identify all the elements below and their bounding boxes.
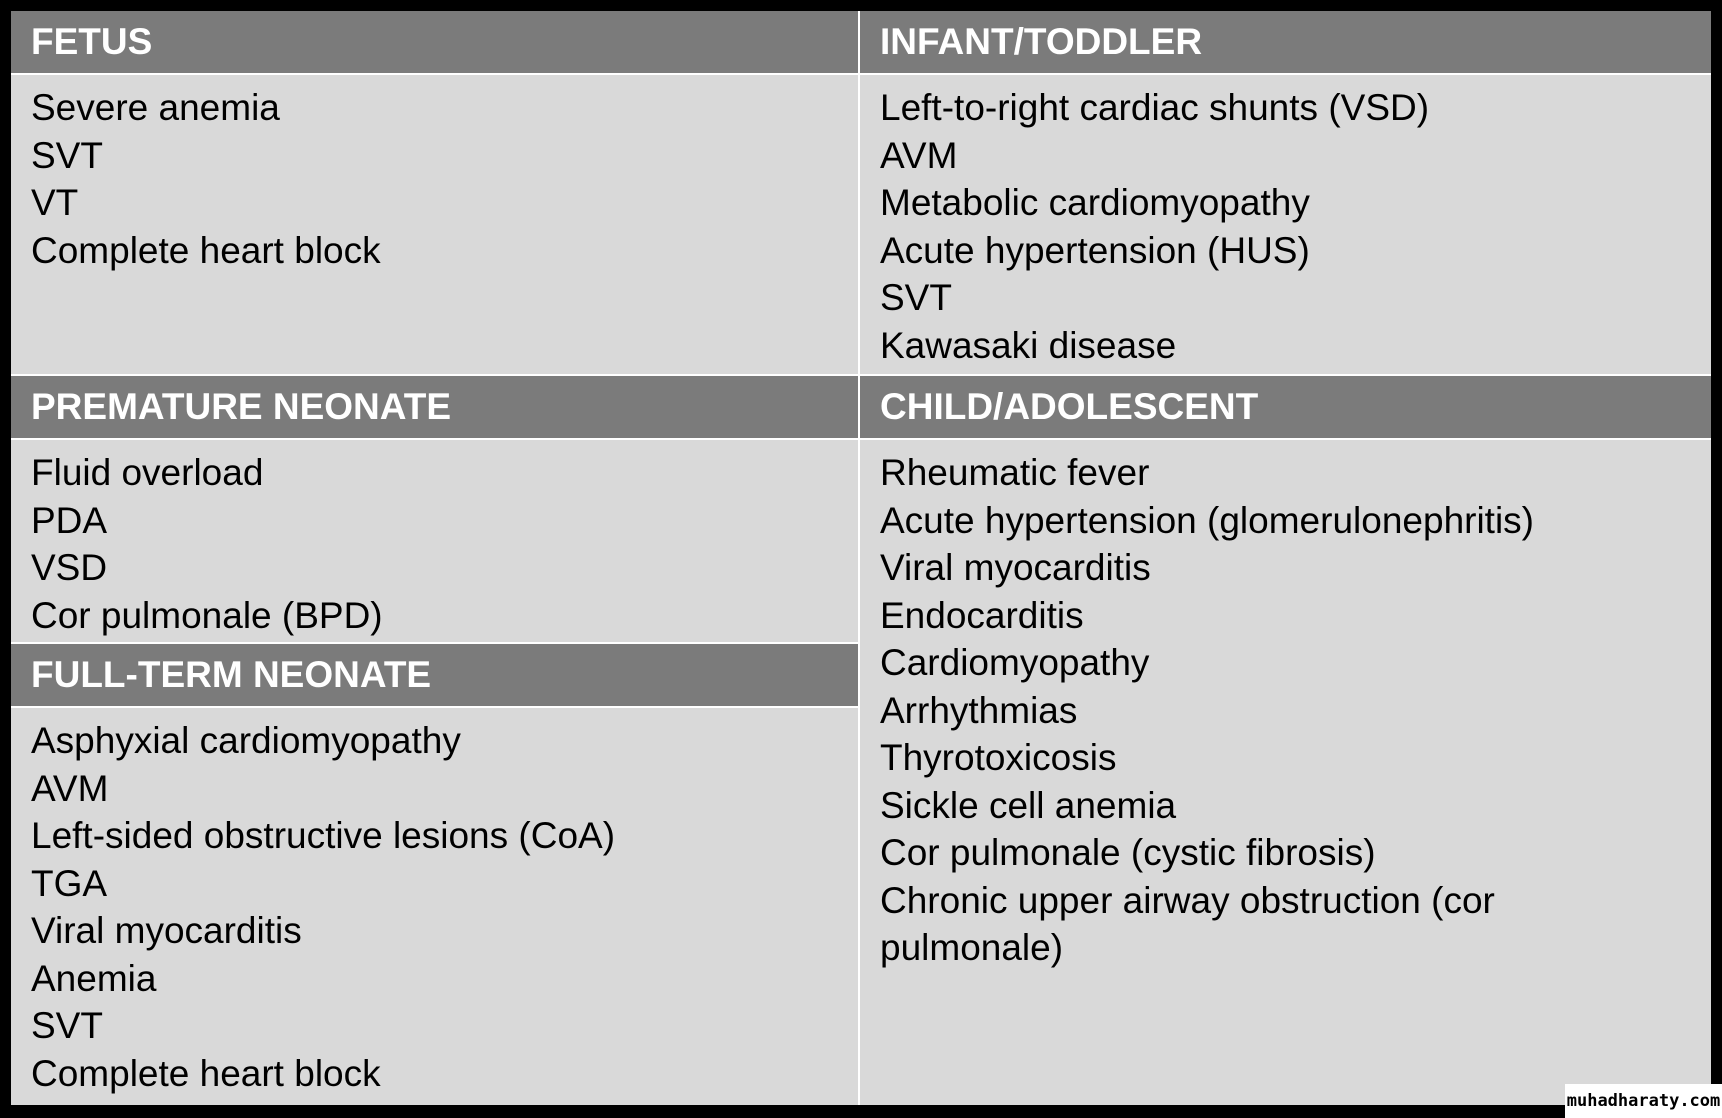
- infant-toddler-header: [858, 11, 1711, 75]
- list-item: Severe anemia: [31, 87, 280, 128]
- list-item: Thyrotoxicosis: [880, 737, 1117, 778]
- list-item: Cor pulmonale (cystic fibrosis): [880, 832, 1376, 873]
- list-item: Acute hypertension (glomerulonephritis): [880, 499, 1535, 541]
- list-item: Cor pulmonale (BPD): [31, 594, 383, 636]
- infant-toddler-list: [858, 75, 1711, 376]
- list-item: Acute hypertension (HUS): [880, 229, 1310, 271]
- list-item: Arrhythmias: [880, 689, 1078, 731]
- full-term-neonate-header-text: FULL-TERM NEONATE: [31, 654, 432, 695]
- list-item: Left-sided obstructive lesions (CoA): [31, 815, 616, 856]
- list-item: SVT: [31, 1005, 103, 1046]
- list-item: TGA: [31, 862, 108, 904]
- child-adolescent-header-text: CHILD/ADOLESCENT: [880, 386, 1259, 427]
- list-item: VT: [31, 182, 79, 223]
- list-item: Left-to-right cardiac shunts (VSD): [880, 87, 1430, 128]
- full-term-neonate-list: [11, 708, 858, 1105]
- watermark: muhadharaty.com: [1565, 1084, 1722, 1118]
- list-item: Complete heart block: [31, 229, 381, 271]
- fetus-header-text: FETUS: [31, 21, 153, 62]
- list-item: Viral myocarditis: [880, 547, 1151, 588]
- list-item: Viral myocarditis: [31, 910, 302, 951]
- list-item: Anemia: [31, 957, 157, 999]
- premature-neonate-header: [11, 376, 858, 440]
- infant-toddler-header-text: INFANT/TODDLER: [880, 21, 1203, 62]
- fetus-header: [11, 11, 858, 75]
- fetus-list: [11, 75, 858, 376]
- list-item: Chronic upper airway obstruction (cor pulmonale): [880, 879, 1495, 968]
- full-term-neonate-header: [11, 644, 858, 708]
- list-item: Cardiomyopathy: [880, 642, 1150, 683]
- list-item: AVM: [880, 134, 958, 176]
- list-item: Complete heart block: [31, 1052, 381, 1094]
- causes-table: [11, 11, 1711, 1105]
- list-item: Asphyxial cardiomyopathy: [31, 720, 461, 761]
- list-item: Kawasaki disease: [880, 324, 1177, 366]
- premature-neonate-list: [11, 440, 858, 644]
- list-item: Endocarditis: [880, 594, 1084, 636]
- child-adolescent-header: [858, 376, 1711, 440]
- list-item: SVT: [31, 134, 103, 176]
- list-item: SVT: [880, 277, 952, 318]
- list-item: AVM: [31, 767, 109, 809]
- list-item: Metabolic cardiomyopathy: [880, 182, 1310, 223]
- premature-neonate-header-text: PREMATURE NEONATE: [31, 386, 452, 427]
- list-item: Fluid overload: [31, 452, 264, 493]
- list-item: VSD: [31, 547, 108, 588]
- list-item: Rheumatic fever: [880, 452, 1150, 493]
- list-item: PDA: [31, 499, 108, 541]
- child-adolescent-list: [858, 440, 1711, 1105]
- list-item: Sickle cell anemia: [880, 784, 1177, 826]
